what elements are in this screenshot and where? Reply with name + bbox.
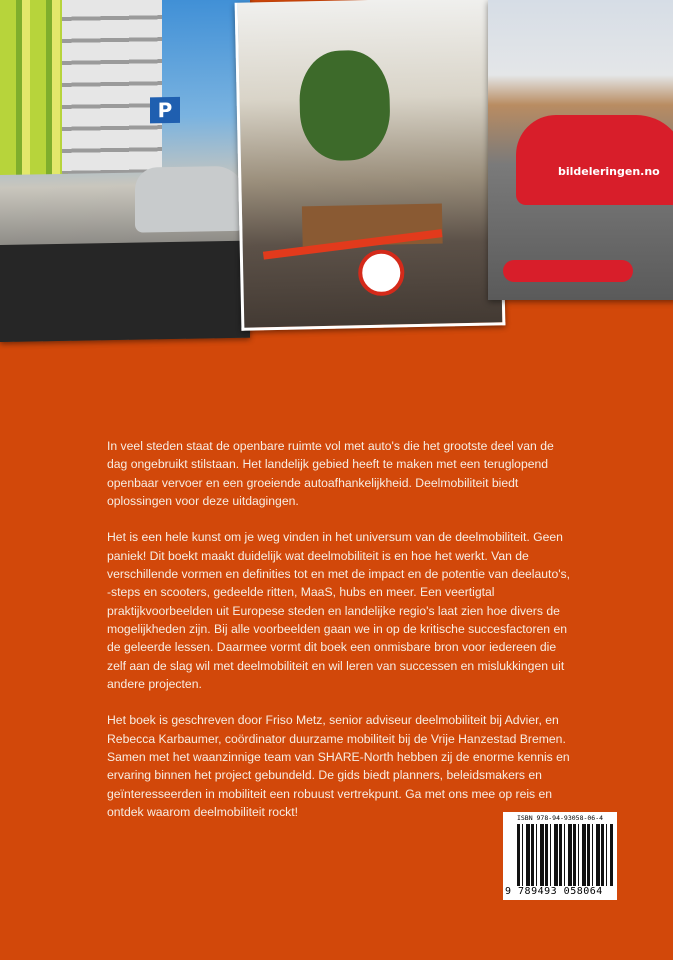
blurb-paragraph: Het is een hele kunst om je weg vinden in het universum van de deelmobiliteit. Geen paniek! Dit boekt maakt duidelijk wat deelmobiliteit is en hoe het werkt. Van de verschillende vormen en definities tot en met de impact en de potentie van deelauto's, -steps en scooters, gedeelde ritten, MaaS, hubs en meer. Een veertigtal praktijkvoorbeelden uit Europese steden en landelijke regio's laat zien hoe divers de mogelijkheden zijn. Bij alle voorbeelden gaan we in op de kritische succesfactoren en de geleerde lessen. Daarmee vormt dit boek een onmisbare bron voor iedereen die zelf aan de slag wil met deelmobiliteit en wil leren van successen en mislukkingen uit andere projecten. [107, 530, 571, 691]
back-cover-blurb [107, 437, 577, 840]
barcode-bars [517, 824, 613, 886]
photo-street-terrace [235, 0, 506, 331]
road-marking-logo [503, 260, 633, 282]
barcode-digits: 9 789493 058064 [505, 886, 603, 897]
asphalt [0, 241, 250, 342]
blurb-paragraph: Het boek is geschreven door Friso Metz, senior adviseur deelmobiliteit bij Advier, en Rebecca Karbaumer, coördinator duurzame mobiliteit bij de Vrije Hanzestad Bremen. Samen met het waanzinnige team van SHARE-North hebben zij de enorme kennis en ervaring binnen het project gebundeld. De gids biedt planners, beleidsmakers en geïnteresseerden in mobiliteit een robuust vertrekpunt. Ga met ons mee op reis en ontdek waarom deelmobiliteit rockt! [107, 713, 570, 819]
photo-parking-street [0, 0, 250, 342]
shared-car [135, 166, 245, 233]
blurb-paragraph: In veel steden staat de openbare ruimte vol met auto's die het grootste deel van de dag ongebruikt stilstaan. Het landelijk gebied heeft te maken met een teruglopend openbaar vervoer en een groeiende autoafhankelijkheid. Deelmobiliteit biedt oplossingen voor deze uitdagingen. [107, 439, 554, 508]
parking-garage [62, 0, 162, 174]
red-shared-car [516, 115, 673, 205]
isbn-label: ISBN 978-94-93058-06-4 [516, 814, 604, 822]
car-branding: bildeleringen.no [558, 165, 660, 178]
no-cars-sign [358, 249, 405, 296]
green-building [0, 0, 68, 175]
parking-sign: P [150, 97, 180, 124]
tree [299, 50, 391, 162]
photo-collage [0, 0, 673, 345]
photo-shared-car [488, 0, 673, 300]
isbn-barcode [503, 812, 617, 900]
